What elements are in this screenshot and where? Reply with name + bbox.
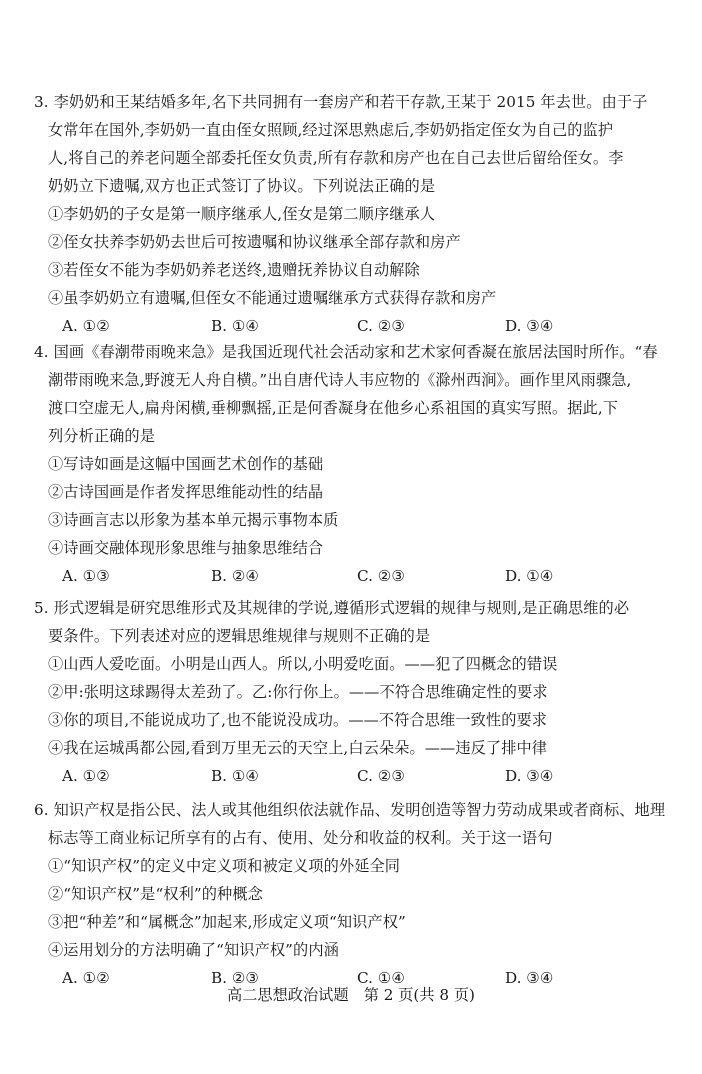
question-stem-line: 人,将自己的养老问题全部委托侄女负责,所有存款和房产也在自己去世后留给侄女。李	[48, 149, 624, 167]
choice-d: D. ①④	[505, 567, 554, 585]
question-stem-line: 列分析正确的是	[48, 427, 156, 445]
statement-option: ③若侄女不能为李奶奶养老送终,遗赠抚养协议自动解除	[48, 261, 420, 279]
choice-c: C. ②③	[357, 767, 405, 785]
statement-option: ④我在运城禹都公园,看到万里无云的天空上,白云朵朵。——违反了排中律	[48, 739, 548, 757]
statement-option: ④运用划分的方法明确了“知识产权”的内涵	[48, 941, 339, 959]
choice-b: B. ①④	[211, 767, 260, 785]
statement-option: ②甲:张明这球踢得太差劲了。乙:你行你上。——不符合思维确定性的要求	[48, 683, 548, 701]
choice-d: D. ③④	[505, 317, 554, 335]
statement-option: ②侄女扶养李奶奶去世后可按遗嘱和协议继承全部存款和房产	[48, 233, 461, 251]
answer-choices	[0, 316, 702, 336]
choice-c: C. ①④	[357, 969, 405, 987]
choice-d: D. ③④	[505, 969, 554, 987]
choice-a: A. ①②	[62, 317, 110, 335]
choice-b: B. ②④	[211, 567, 260, 585]
statement-option: ④诗画交融体现形象思维与抽象思维结合	[48, 539, 324, 557]
choice-c: C. ②③	[357, 317, 405, 335]
statement-option: ③诗画言志以形象为基本单元揭示事物本质	[48, 511, 339, 529]
statement-option: ③你的项目,不能说成功了,也不能说没成功。——不符合思维一致性的要求	[48, 711, 548, 729]
question-stem: 6. 知识产权是指公民、法人或其他组织依法就作品、发明创造等智力劳动成果或者商标、地理	[34, 801, 666, 819]
statement-option: ④虽李奶奶立有遗嘱,但侄女不能通过遗嘱继承方式获得存款和房产	[48, 289, 497, 307]
choice-a: A. ①②	[62, 767, 110, 785]
question-stem: 3. 李奶奶和王某结婚多年,名下共同拥有一套房产和若干存款,王某于 2015 年去世。由于子	[34, 93, 648, 111]
statement-option: ①山西人爱吃面。小明是山西人。所以,小明爱吃面。——犯了四概念的错误	[48, 655, 558, 673]
statement-option: ②古诗国画是作者发挥思维能动性的结晶	[48, 483, 324, 501]
answer-choices	[0, 566, 702, 586]
question-stem-line: 奶奶立下遗嘱,双方也正式签订了协议。下列说法正确的是	[48, 177, 436, 195]
question-stem-line: 渡口空虚无人,扁舟闲横,垂柳飘摇,正是何香凝身在他乡心系祖国的真实写照。据此,下	[48, 399, 619, 417]
question-stem: 4. 国画《春潮带雨晚来急》是我国近现代社会活动家和艺术家何香凝在旅居法国时所作。“春	[34, 343, 658, 361]
page-footer: 高二思想政治试题 第 2 页(共 8 页)	[227, 986, 475, 1004]
question-stem-line: 标志等工商业标记所享有的占有、使用、处分和收益的权利。关于这一语句	[48, 829, 553, 847]
choice-b: B. ②③	[211, 969, 260, 987]
answer-choices	[0, 766, 702, 786]
question-stem: 5. 形式逻辑是研究思维形式及其规律的学说,遵循形式逻辑的规律与规则,是正确思维的必	[34, 599, 630, 617]
choice-b: B. ①④	[211, 317, 260, 335]
statement-option: ②“知识产权”是“权利”的种概念	[48, 885, 263, 903]
statement-option: ①写诗如画是这幅中国画艺术创作的基础	[48, 455, 324, 473]
statement-option: ①李奶奶的子女是第一顺序继承人,侄女是第二顺序继承人	[48, 205, 436, 223]
choice-a: A. ①③	[62, 567, 110, 585]
question-stem-line: 女常年在国外,李奶奶一直由侄女照顾,经过深思熟虑后,李奶奶指定侄女为自己的监护	[48, 121, 614, 139]
statement-option: ①“知识产权”的定义中定义项和被定义项的外延全同	[48, 857, 401, 875]
question-stem-line: 要条件。下列表述对应的逻辑思维规律与规则不正确的是	[48, 627, 431, 645]
choice-d: D. ③④	[505, 767, 554, 785]
choice-c: C. ②③	[357, 567, 405, 585]
question-stem-line: 潮带雨晚来急,野渡无人舟自横。”出自唐代诗人韦应物的《滁州西涧》。画作里风雨骤急,	[48, 371, 632, 389]
statement-option: ③把“种差”和“属概念”加起来,形成定义项“知识产权”	[48, 913, 406, 931]
choice-a: A. ①②	[62, 969, 110, 987]
